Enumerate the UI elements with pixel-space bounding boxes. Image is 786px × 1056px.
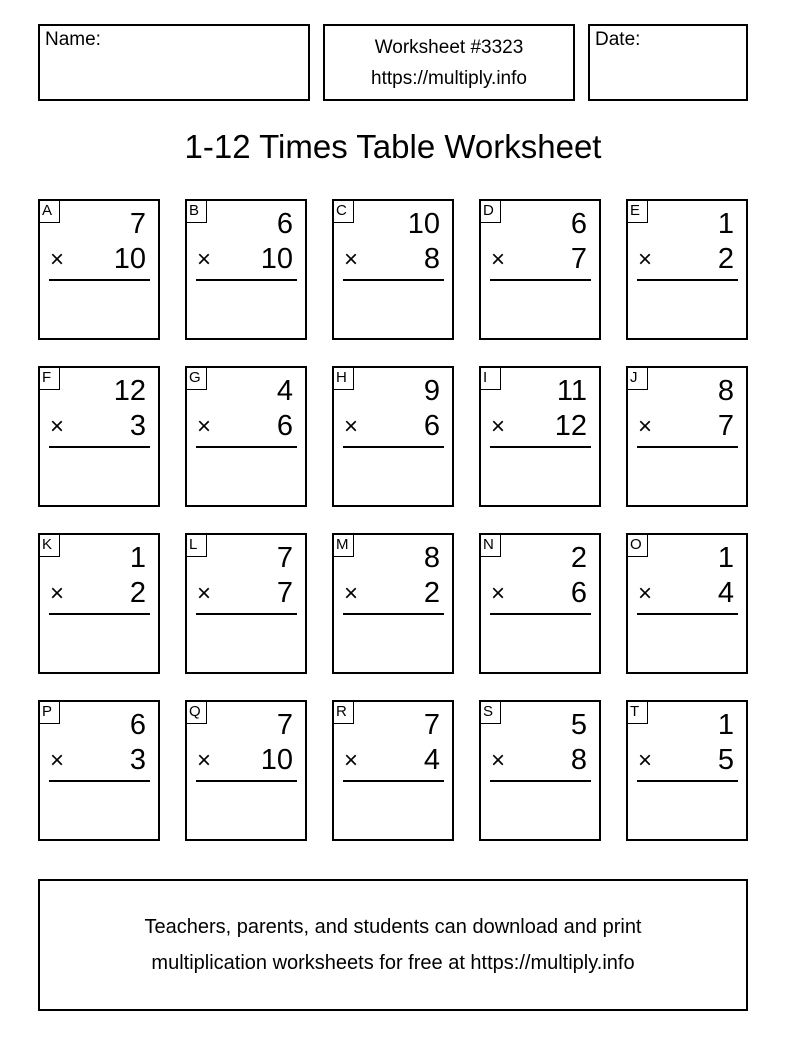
problem-letter: C xyxy=(334,201,354,223)
multiplier: 3 xyxy=(129,410,146,442)
multiplier: 10 xyxy=(260,744,293,776)
multiplicand: 6 xyxy=(276,208,293,240)
times-symbol: × xyxy=(344,246,359,273)
footer-box xyxy=(38,879,748,1011)
problem-letter: B xyxy=(187,201,207,223)
name-label: Name: xyxy=(45,29,101,50)
multiplicand: 2 xyxy=(570,542,587,574)
worksheet-info-box xyxy=(323,24,575,101)
times-symbol: × xyxy=(344,580,359,607)
answer-line xyxy=(196,780,297,782)
multiplier: 2 xyxy=(129,577,146,609)
multiplier: 7 xyxy=(570,243,587,275)
problem-letter: G xyxy=(187,368,207,390)
multiplier: 8 xyxy=(570,744,587,776)
answer-line xyxy=(637,613,738,615)
problem-card[interactable] xyxy=(332,700,454,841)
problem-letter: J xyxy=(628,368,648,390)
multiplicand: 1 xyxy=(717,709,734,741)
multiplicand: 7 xyxy=(129,208,146,240)
answer-line xyxy=(490,780,591,782)
times-symbol: × xyxy=(344,747,359,774)
problem-card[interactable] xyxy=(38,700,160,841)
times-symbol: × xyxy=(638,747,653,774)
problem-letter: O xyxy=(628,535,648,557)
problem-letter: H xyxy=(334,368,354,390)
answer-line xyxy=(490,613,591,615)
multiplicand: 8 xyxy=(423,542,440,574)
multiplier: 6 xyxy=(276,410,293,442)
times-symbol: × xyxy=(638,413,653,440)
multiplicand: 7 xyxy=(276,542,293,574)
times-symbol: × xyxy=(50,580,65,607)
multiplicand: 1 xyxy=(717,208,734,240)
answer-line xyxy=(49,279,150,281)
times-symbol: × xyxy=(638,580,653,607)
problem-letter: K xyxy=(40,535,60,557)
name-field-box[interactable] xyxy=(38,24,310,101)
multiplier: 4 xyxy=(717,577,734,609)
multiplicand: 4 xyxy=(276,375,293,407)
multiplier: 2 xyxy=(423,577,440,609)
problem-letter: T xyxy=(628,702,648,724)
answer-line xyxy=(637,446,738,448)
answer-line xyxy=(49,613,150,615)
times-symbol: × xyxy=(491,246,506,273)
times-symbol: × xyxy=(50,246,65,273)
times-symbol: × xyxy=(638,246,653,273)
answer-line xyxy=(49,780,150,782)
answer-line xyxy=(637,780,738,782)
times-symbol: × xyxy=(50,747,65,774)
multiplier: 12 xyxy=(554,410,587,442)
problem-card[interactable] xyxy=(332,366,454,507)
times-symbol: × xyxy=(344,413,359,440)
problem-letter: Q xyxy=(187,702,207,724)
problem-card[interactable] xyxy=(332,199,454,340)
multiplicand: 12 xyxy=(113,375,146,407)
multiplicand: 7 xyxy=(423,709,440,741)
answer-line xyxy=(343,446,444,448)
multiplier: 7 xyxy=(276,577,293,609)
multiplier: 10 xyxy=(113,243,146,275)
multiplicand: 6 xyxy=(129,709,146,741)
multiplicand: 7 xyxy=(276,709,293,741)
problem-card[interactable] xyxy=(38,366,160,507)
multiplicand: 1 xyxy=(717,542,734,574)
problem-letter: D xyxy=(481,201,501,223)
answer-line xyxy=(637,279,738,281)
problem-card[interactable] xyxy=(185,533,307,674)
multiplier: 8 xyxy=(423,243,440,275)
multiplicand: 8 xyxy=(717,375,734,407)
times-symbol: × xyxy=(197,246,212,273)
problem-letter: L xyxy=(187,535,207,557)
problem-card[interactable] xyxy=(626,199,748,340)
multiplicand: 11 xyxy=(556,375,587,407)
problem-card[interactable] xyxy=(626,700,748,841)
multiplicand: 1 xyxy=(129,542,146,574)
problem-letter: R xyxy=(334,702,354,724)
multiplicand: 6 xyxy=(570,208,587,240)
problem-card[interactable] xyxy=(626,533,748,674)
problem-letter: P xyxy=(40,702,60,724)
footer-text-line-1: Teachers, parents, and students can download and print xyxy=(144,916,642,938)
problem-card[interactable] xyxy=(479,199,601,340)
problem-letter: E xyxy=(628,201,648,223)
answer-line xyxy=(490,279,591,281)
times-symbol: × xyxy=(197,413,212,440)
multiplier: 4 xyxy=(423,744,440,776)
times-symbol: × xyxy=(197,580,212,607)
multiplier: 5 xyxy=(717,744,734,776)
multiplicand: 10 xyxy=(407,208,440,240)
multiplicand: 5 xyxy=(570,709,587,741)
answer-line xyxy=(49,446,150,448)
problem-card[interactable] xyxy=(38,199,160,340)
problem-card[interactable] xyxy=(626,366,748,507)
problem-card[interactable] xyxy=(479,700,601,841)
problem-letter: A xyxy=(40,201,60,223)
problem-card[interactable] xyxy=(479,366,601,507)
multiplier: 2 xyxy=(717,243,734,275)
multiplier: 6 xyxy=(423,410,440,442)
times-symbol: × xyxy=(491,747,506,774)
problem-card[interactable] xyxy=(185,366,307,507)
answer-line xyxy=(196,279,297,281)
multiplier: 3 xyxy=(129,744,146,776)
date-label: Date: xyxy=(595,29,641,50)
multiplicand: 9 xyxy=(423,375,440,407)
answer-line xyxy=(196,446,297,448)
worksheet-website: https://multiply.info xyxy=(371,68,527,89)
answer-line xyxy=(343,780,444,782)
problem-letter: I xyxy=(481,368,501,390)
problem-card[interactable] xyxy=(185,199,307,340)
multiplier: 10 xyxy=(260,243,293,275)
problem-card[interactable] xyxy=(38,533,160,674)
problem-letter: S xyxy=(481,702,501,724)
times-symbol: × xyxy=(491,413,506,440)
footer-text-line-2: multiplication worksheets for free at https://multiply.info xyxy=(151,952,635,974)
times-symbol: × xyxy=(491,580,506,607)
worksheet-number: Worksheet #3323 xyxy=(374,37,524,58)
page-title: 1-12 Times Table Worksheet xyxy=(184,128,602,165)
problem-letter: M xyxy=(334,535,354,557)
multiplier: 6 xyxy=(570,577,587,609)
problem-letter: F xyxy=(40,368,60,390)
date-field-box[interactable] xyxy=(588,24,748,101)
answer-line xyxy=(490,446,591,448)
answer-line xyxy=(343,279,444,281)
problem-card[interactable] xyxy=(479,533,601,674)
times-symbol: × xyxy=(197,747,212,774)
problem-card[interactable] xyxy=(332,533,454,674)
times-symbol: × xyxy=(50,413,65,440)
answer-line xyxy=(196,613,297,615)
problem-letter: N xyxy=(481,535,501,557)
problem-card[interactable] xyxy=(185,700,307,841)
multiplier: 7 xyxy=(717,410,734,442)
answer-line xyxy=(343,613,444,615)
